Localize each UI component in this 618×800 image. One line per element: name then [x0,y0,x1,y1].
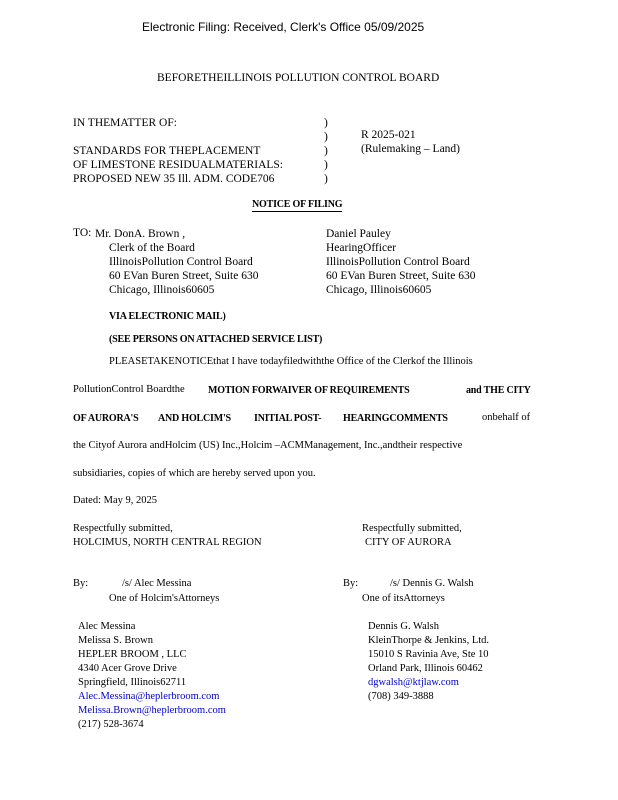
address-line: HearingOfficer [326,242,397,254]
see-persons-line: (SEE PERSONS ON ATTACHED SERVICE LIST) [109,334,323,345]
to-left-address [95,227,258,297]
body-line: PollutionControl Boardthe [73,384,185,395]
paren: ) [324,159,328,171]
body-motion-title: INITIAL POST- [254,413,322,424]
filing-header: Electronic Filing: Received, Clerk's Office 05/09/2025 [142,20,425,34]
address-line: Daniel Pauley [326,228,391,240]
address-line: 60 EVan Buren Street, Suite 630 [326,270,476,282]
docket-type: (Rulemaking – Land) [361,143,461,155]
contact-address: 4340 Acer Grove Drive [78,663,177,674]
body-motion-title: HEARINGCOMMENTS [343,413,448,424]
party-name: CITY OF AURORA [365,537,452,548]
caption-line: IN THEMATTER OF: [73,117,177,129]
signature-left: /s/ Alec Messina [122,578,192,589]
address-line: Chicago, Illinois60605 [326,284,432,296]
address-line: Clerk of the Board [109,242,195,254]
email-link[interactable]: dgwalsh@ktjlaw.com [368,677,459,688]
body-line: PLEASETAKENOTICEthat I have todayfiledwiththe Office of the Clerkof the Illinois [109,356,473,367]
contact-address: Springfield, Illinois62711 [78,677,187,688]
contact-address: 15010 S Ravinia Ave, Ste 10 [368,649,489,660]
paren: ) [324,173,328,185]
address-line: IllinoisPollution Control Board [109,256,253,268]
paren: ) [324,145,328,157]
to-label: TO: [73,227,92,239]
caption-line: STANDARDS FOR THEPLACEMENT [73,145,261,157]
dated-line: Dated: May 9, 2025 [73,495,157,506]
body-motion-title: and THE CITY [466,385,531,396]
caption-left [73,116,283,186]
contact-address: Orland Park, Illinois 60462 [368,663,483,674]
respectfully-text: Respectfully submitted, [362,523,462,534]
paren: ) [324,117,328,129]
address-line: 60 EVan Buren Street, Suite 630 [109,270,259,282]
caption-parens [324,116,328,186]
body-motion-title: AND HOLCIM'S [158,413,231,424]
body-line: onbehalf of [482,412,531,423]
board-title: BEFORETHEILLINOIS POLLUTION CONTROL BOARD [157,72,440,84]
contact-name: Dennis G. Walsh [368,621,439,632]
contact-name: Melissa S. Brown [78,635,153,646]
contact-left [78,620,226,732]
notice-title: NOTICE OF FILING [252,199,343,210]
by-label: By: [73,578,89,589]
contact-phone: (217) 528-3674 [78,719,144,730]
body-motion-title: MOTION FORWAIVER OF REQUIREMENTS [208,385,410,396]
respectfully-left [73,522,262,550]
contact-right [368,620,489,704]
respectfully-text: Respectfully submitted, [73,523,173,534]
address-line: IllinoisPollution Control Board [326,256,470,268]
contact-name: Alec Messina [78,621,136,632]
party-name: HOLCIMUS, NORTH CENTRAL REGION [73,537,262,548]
docket-number: R 2025-021 [361,129,416,141]
body-motion-title: OF AURORA'S [73,413,139,424]
signature-right: /s/ Dennis G. Walsh [390,578,474,589]
body-line: the Cityof Aurora andHolcim (US) Inc.,Holcim –ACMManagement, Inc.,andtheir respective [73,440,463,451]
paren: ) [324,131,328,143]
address-line: Chicago, Illinois60605 [109,284,215,296]
caption-line: PROPOSED NEW 35 Ill. ADM. CODE706 [73,173,275,185]
to-right-address [326,227,475,297]
attorney-role-right: One of itsAttorneys [362,593,445,604]
body-line: subsidiaries, copies of which are hereby served upon you. [73,468,316,479]
via-line: VIA ELECTRONIC MAIL) [109,311,226,322]
by-label: By: [343,578,359,589]
email-link[interactable]: Melissa.Brown@heplerbroom.com [78,705,226,716]
contact-firm: HEPLER BROOM , LLC [78,649,187,660]
email-link[interactable]: Alec.Messina@heplerbroom.com [78,691,220,702]
caption-line: OF LIMESTONE RESIDUALMATERIALS: [73,159,283,171]
contact-phone: (708) 349-3888 [368,691,434,702]
attorney-role-left: One of Holcim'sAttorneys [109,593,220,604]
address-line: Mr. DonA. Brown , [95,228,186,240]
respectfully-right [362,522,462,550]
contact-firm: KleinThorpe & Jenkins, Ltd. [368,635,490,646]
caption-line [73,130,283,144]
